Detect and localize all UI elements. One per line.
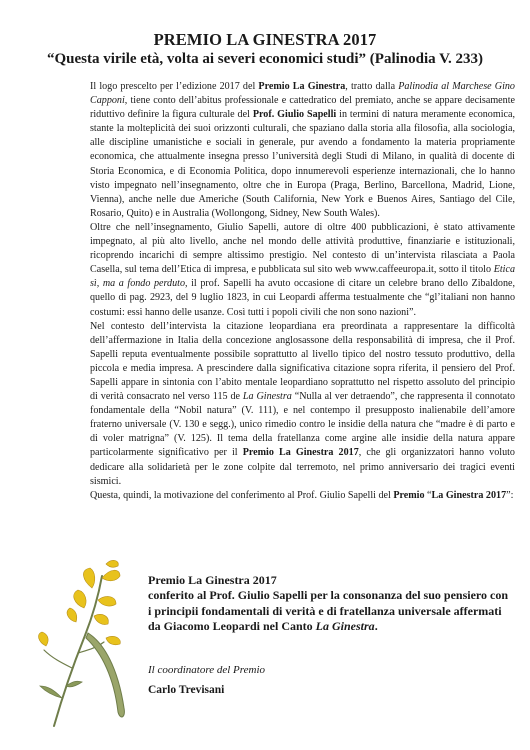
page-subtitle: “Questa virile età, volta ai severi economici studi” (Palinodia V. 233)	[46, 51, 484, 67]
award-text: conferito al Prof. Giulio Sapelli per la consonanza del suo pensiero con i principii fondamentali di verità e di fratellanza universale affermati da Giacomo Leopardi nel Canto La Ginestra.	[148, 588, 509, 634]
paragraph-3: Nel contesto dell’intervista la citazione leopardiana era preordinata a rappresentare la difficoltà dell’affermazione in Italia della concezione anglosassone della responsabilità di impresa, che il Prof. Sapelli reputa eventualmente possibile soprattutto al livello tipico del nostro tessuto produttivo, della piccola e media impresa. A prescindere dalla significativa citazione sopra riferita, il pensiero del Prof. Sapelli appare in sintonia con l’abito mentale leopardiano soprattutto nel rispetto assoluto del principio di verità consacrato nel verso 115 de La Ginestra “Nulla al ver detraendo”, che rappresenta il connotato fondamentale della “Nobil natura” (V. 111), e nel contempo il presupposto inalienabile dell’amore fraterno universale (V. 130 e segg.), unico rimedio contro le insidie della natura che “madre è di parto e di voler matrigna” (V. 125). Il tema della fratellanza come argine alle insidie della natura appare particolarmente significativo per il Premio La Ginestra 2017, che gli organizzatori hanno voluto dedicare alla solidarietà per le zone colpite dal terremoto, nel primo anniversario dei tragici eventi sismici.	[90, 320, 516, 487]
signature-name: Carlo Trevisani	[148, 684, 225, 696]
paragraph-4: Questa, quindi, la motivazione del conferimento al Prof. Giulio Sapelli del Premio “La Ginestra 2017”:	[90, 489, 514, 501]
ginestra-flower-icon	[32, 558, 137, 728]
page-title: PREMIO LA GINESTRA 2017	[153, 30, 377, 49]
paragraph-1: Il logo prescelto per l’edizione 2017 del Premio La Ginestra, tratto dalla Palinodia al Marchese Gino Capponi, tiene conto dell’abitus professionale e cattedratico del premiato, anche se appare decisamente riduttivo definire la figura culturale del Prof. Giulio Sapelli in termini di natura meramente economica, stante la molteplicità dei suoi orizzonti culturali, che spaziano dalla storia alla filosofia, alla sociologia, alle discipline umanistiche e sociali in generale, pur avendo a fondamento la materia propriamente economica, che attualmente insegna presso l’università degli Studi di Milano, in qualità di docente di Storia Economica, e di Economia Politica, dopo innumerevoli esperienze internazionali, che lo hanno visto impegnato nell’insegnamento, oltre che in Europa (Praga, Berlino, Barcellona, Madrid, Lione, Vienna), anche nelle due Americhe (South California, New York e Buenos Aires, Santiago del Cile, Rosario, Quito) e in Australia (Wollongong, Sidney, New South Wales).	[90, 81, 515, 219]
signature-role: Il coordinatore del Premio	[148, 664, 266, 676]
paragraph-2: Oltre che nell’insegnamento, Giulio Sapelli, autore di oltre 400 pubblicazioni, è stato attivamente impegnato, al più alto livello, anche nel mondo delle attività produttive, finanziarie e istituzionali, ricoprendo incarichi di sempre altissimo prestigio. Nel contesto di un’intervista rilasciata a Paola Casella, sul tema dell’Etica di impresa, e pubblicata sul sito web www.caffeeuropa.it, sotto il titolo Etica sì, ma a fondo perduto, il prof. Sapelli ha avuto occasione di citare un celebre brano dello Zibaldone, quello di pag. 2923, del 9 luglio 1823, in cui Leopardi afferma testualmente che “gl’italiani non hanno costumi: essi hanno delle usanze. Così tutti i popoli civili che non sono nazioni”.	[90, 221, 516, 318]
award-title: Premio La Ginestra 2017	[148, 573, 277, 587]
body-text	[90, 80, 515, 503]
award-motivation	[148, 573, 513, 635]
